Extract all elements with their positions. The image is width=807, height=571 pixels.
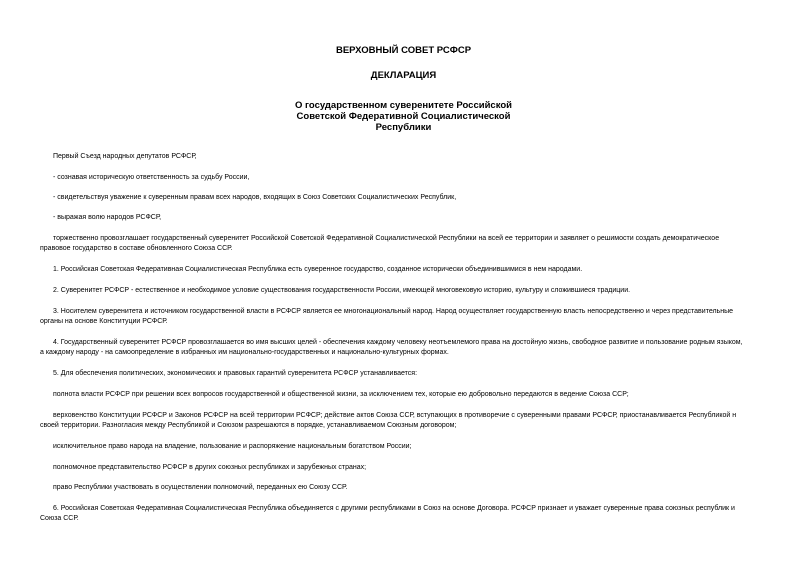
- subject-line-1: О государственном суверенитете Российской: [295, 100, 512, 111]
- paragraph-proclaim-line-2: правовое государство в составе обновленного Союза ССР.: [40, 245, 233, 252]
- article-5-item-supremacy-line-2: своей территории. Разногласия между Республикой и Союзом разрешаются в порядке, устанавливаемом Союзным договором;: [40, 422, 457, 429]
- article-4-line-1: 4. Государственный суверенитет РСФСР провозглашается во имя высших целей - обеспечения каждому человеку неотъемлемого права на достойную жизнь, свободное развитие и пользование родным языком,: [53, 339, 743, 346]
- paragraph-conscious: - сознавая историческую ответственность за судьбу России,: [53, 174, 250, 181]
- document-type-title: ДЕКЛАРАЦИЯ: [370, 70, 437, 81]
- document-subject-title: [0, 100, 807, 133]
- article-5-item-delegated-powers: право Республики участвовать в осуществлении полномочий, переданных ею Союзу ССР.: [53, 484, 348, 491]
- article-5-item-representation: полномочное представительство РСФСР в других союзных республиках и зарубежных странах;: [53, 464, 367, 471]
- article-3-line-1: 3. Носителем суверенитета и источником государственной власти в РСФСР является ее многонациональный народ. Народ осуществляет государственную власть непосредственно и через представительные: [53, 308, 733, 315]
- article-6-line-1: 6. Российская Советская Федеративная Социалистическая Республика объединяется с другими республиками в Союз на основе Договора. РСФСР признает и уважает суверенные права союзных республик и: [53, 505, 735, 512]
- article-1: 1. Российская Советская Федеративная Социалистическая Республика есть суверенное государство, созданное исторически объединившимися в нем народами.: [53, 266, 583, 273]
- article-5: 5. Для обеспечения политических, экономических и правовых гарантий суверенитета РСФСР устанавливается:: [53, 370, 418, 377]
- article-5-item-national-wealth: исключительное право народа на владение, пользование и распоряжение национальным богатством России;: [53, 443, 412, 450]
- article-2: 2. Суверенитет РСФСР - естественное и необходимое условие существования государственности России, имеющей многовековую историю, культуру и сложившиеся традиции.: [53, 287, 631, 294]
- paragraph-will: - выражая волю народов РСФСР,: [53, 214, 162, 221]
- paragraph-respect: - свидетельствуя уважение к суверенным правам всех народов, входящих в Союз Советских Социалистических Республик,: [53, 194, 457, 201]
- article-6-line-2: Союза ССР.: [40, 515, 79, 522]
- issuing-body-title: ВЕРХОВНЫЙ СОВЕТ РСФСР: [335, 45, 472, 56]
- article-5-item-full-power: полнота власти РСФСР при решении всех вопросов государственной и общественной жизни, за исключением тех, которые ею добровольно передаются в ведение Союза ССР;: [53, 391, 629, 398]
- article-4-line-2: а каждому народу - на самоопределение в избранных им национально-государственных и национально-культурных формах.: [40, 349, 449, 356]
- subject-line-3: Республики: [375, 122, 432, 133]
- article-5-item-supremacy-line-1: верховенство Конституции РСФСР и Законов РСФСР на всей территории РСФСР; действие актов Союза ССР, вступающих в противоречие с суверенными правами РСФСР, приостанавливается Республикой н: [53, 412, 737, 419]
- paragraph-intro: Первый Съезд народных депутатов РСФСР,: [53, 153, 197, 160]
- article-3-line-2: органы на основе Конституции РСФСР.: [40, 318, 168, 325]
- subject-line-2: Советской Федеративной Социалистической: [296, 111, 511, 122]
- paragraph-proclaim-line-1: торжественно провозглашает государственный суверенитет Российской Советской Федеративной Социалистической Республики на всей ее территории и заявляет о решимости создать демократическое: [53, 235, 720, 242]
